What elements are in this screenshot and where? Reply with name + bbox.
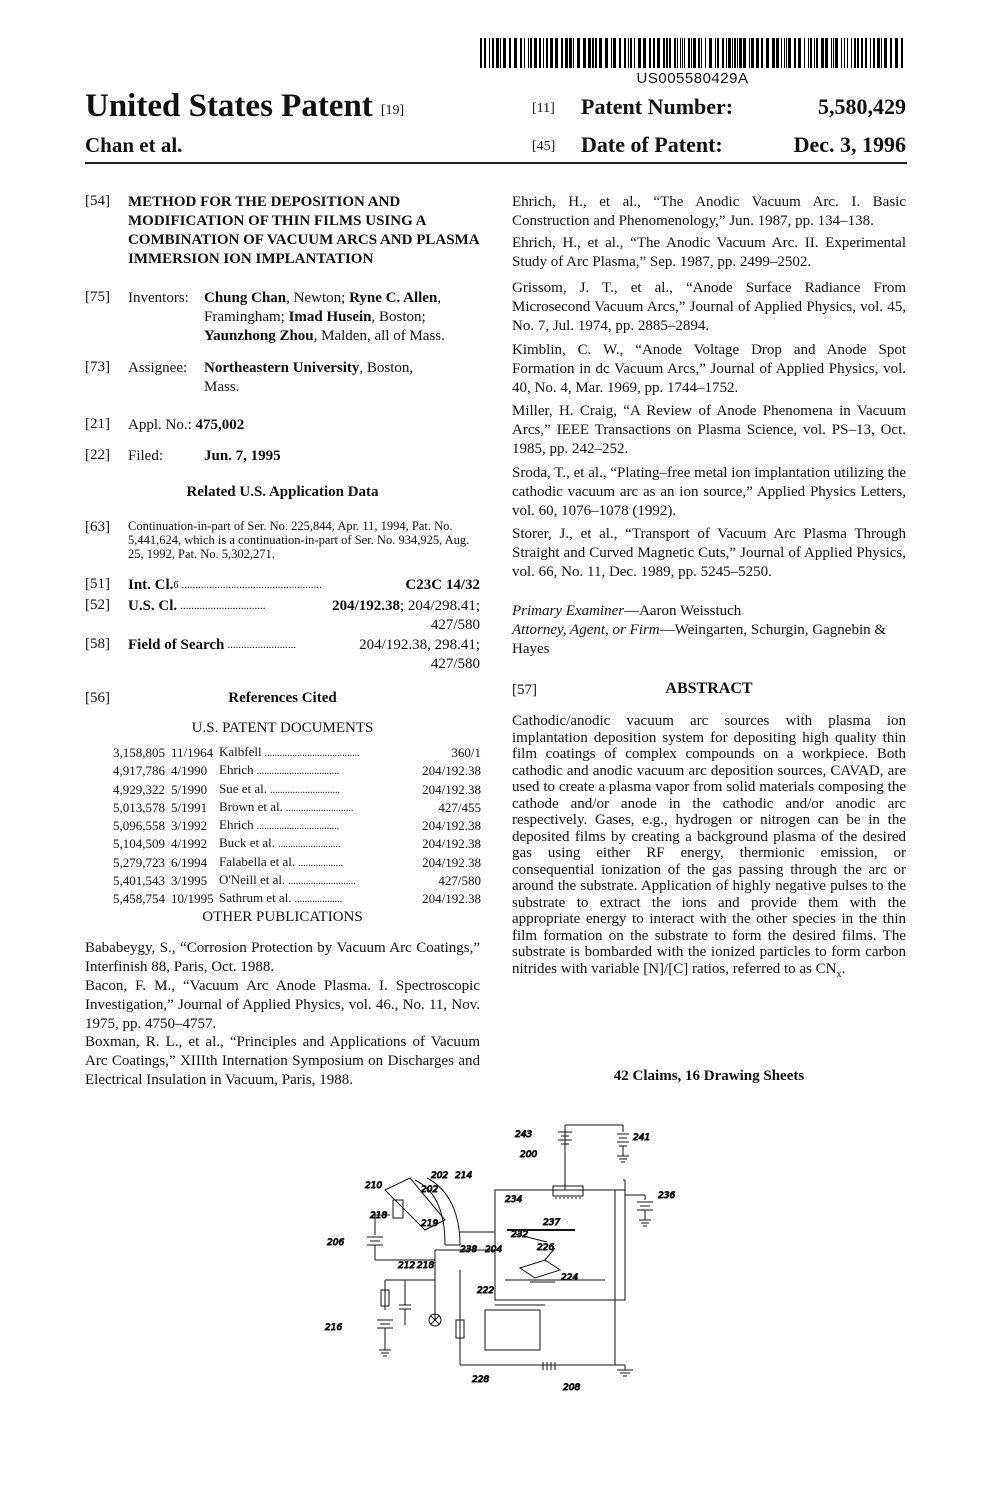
field-search-line-2: 427/580 [430, 656, 480, 672]
barcode-bar [509, 38, 511, 68]
inventors-label: Inventors: [128, 290, 189, 306]
barcode-bar [638, 38, 641, 68]
barcode-bar [669, 38, 671, 68]
barcode-bar [682, 38, 683, 68]
leader-dots: ........................... [285, 802, 354, 814]
filed-code: [22] [85, 447, 110, 463]
barcode-bar [643, 38, 646, 68]
barcode-bar [786, 38, 787, 68]
patent-assignee [219, 854, 404, 872]
barcode-bar [628, 38, 629, 68]
patent-assignee [219, 835, 404, 853]
barcode-bar [776, 38, 779, 68]
continuation-code: [63] [85, 519, 110, 535]
other-publications-heading: OTHER PUBLICATIONS [202, 909, 363, 925]
barcode-bar [835, 38, 838, 68]
abstract-text [512, 713, 906, 983]
patent-row [113, 744, 481, 762]
patent-number-code: [11] [532, 101, 555, 116]
figure-label: 232 [511, 1230, 529, 1240]
barcode-bar [737, 38, 738, 68]
barcode-bar [503, 38, 506, 68]
patent-number: 5,580,429 [818, 94, 906, 119]
field-search-value: 204/192.38, 298.41; [359, 637, 480, 653]
barcode-bar [901, 38, 903, 68]
barcode-bar [814, 38, 815, 68]
publication-entry: Sroda, T., et al., “Plating–free metal ion implantation utilizing the cathodic vacuum arc as an ion source,” Applied Physics Letters, vol. 60, 1076–1078 (1992). [512, 465, 906, 519]
barcode-bar [821, 38, 824, 68]
barcode-bar [573, 38, 574, 68]
primary-examiner-name: —Aaron Weisstuch [624, 603, 742, 619]
figure-label: 222 [477, 1286, 495, 1296]
us-cl-value-rest: ; 204/298.41; [399, 598, 480, 614]
patent-row [113, 762, 481, 780]
patent-assignee-name: Kalbfell [219, 744, 262, 759]
barcode-bar [709, 38, 712, 68]
title-code: [19] [380, 103, 405, 118]
field-search-code: [58] [85, 636, 110, 652]
filed-label: Filed: [128, 448, 164, 464]
figure-label: 216 [325, 1323, 343, 1333]
patent-date: 6/1994 [171, 854, 208, 870]
figure-label: 212 [398, 1261, 416, 1271]
barcode-bar [833, 38, 834, 68]
patent-assignee-name: Ehrich [219, 817, 254, 833]
barcode-bar [680, 38, 681, 68]
barcode-bar [583, 38, 586, 68]
patent-assignee-name: Falabella et al. [219, 853, 296, 869]
figure-label: 238 [460, 1245, 478, 1255]
barcode-bar [569, 38, 572, 68]
barcode-bar [688, 38, 690, 68]
barcode-bar [798, 38, 801, 68]
related-data-heading: Related U.S. Application Data [186, 484, 379, 500]
barcode-bar [677, 38, 678, 68]
publication-entry: Ehrich, H., et al., “The Anodic Vacuum Arc. I. Basic Construction and Phenomenology,” Jun. 1987, pp. 134–138. [512, 194, 906, 229]
leader-dots: ................................. [256, 821, 340, 833]
inventors-line-3 [128, 327, 488, 346]
barcode-bar [496, 38, 499, 68]
barcode-bar [701, 38, 702, 68]
barcode-bar [884, 38, 887, 68]
barcode-bar [492, 38, 494, 68]
figure-label: 204 [485, 1245, 503, 1255]
barcode-bar [816, 38, 818, 68]
patent-assignee [219, 762, 404, 780]
patent-number: 5,458,754 [113, 891, 165, 907]
barcode-bar [705, 38, 706, 68]
appl-code: [21] [85, 416, 110, 432]
patent-assignee-name: Brown et al. [219, 798, 283, 814]
barcode-bar [684, 38, 685, 68]
leader-dots: .................. [298, 857, 344, 869]
barcode-bar [611, 38, 612, 68]
assignee-block [128, 359, 488, 397]
figure-label: 241 [633, 1133, 651, 1143]
us-cl-label: U.S. Cl. [128, 598, 178, 614]
figure-label: 208 [563, 1383, 581, 1393]
title-text: United States Patent [85, 88, 373, 124]
authors: Chan et al. [85, 133, 183, 157]
patent-class: 204/192.38 [422, 836, 481, 852]
figure-label: 236 [658, 1191, 676, 1201]
barcode-bar [825, 38, 828, 68]
figure-label: 206 [327, 1238, 345, 1248]
publication-entry: Grissom, J. T., et al., “Anode Surface Radiance From Microsecond Vacuum Arcs,” Journal of Applied Physics, vol. 45, No. 7, Jul. 1974, pp. 2885–2894. [512, 280, 906, 334]
patent-date: 3/1992 [171, 818, 208, 834]
barcode-bar [788, 38, 791, 68]
patent-assignee [219, 872, 404, 890]
barcode-bar [630, 38, 632, 68]
us-cl-row [128, 597, 480, 616]
patent-assignee-name: Sue et al. [219, 780, 268, 796]
patent-row [113, 817, 481, 835]
patent-class: 204/192.38 [422, 781, 481, 797]
patent-assignee-name: O'Neill et al. [219, 872, 286, 888]
barcode-bar [870, 38, 871, 68]
barcode-bar [841, 38, 842, 68]
barcode-bar [514, 38, 517, 68]
primary-examiner-label: Primary Examiner [512, 603, 625, 619]
us-patents-table [113, 744, 481, 909]
abstract-subscript: x [836, 968, 842, 980]
figure-label: 202 [421, 1185, 439, 1195]
figure-label: 234 [505, 1195, 523, 1205]
barcode-bar [674, 38, 676, 68]
barcode-bar [749, 38, 750, 68]
inventor-name: Chung Chan [204, 290, 287, 306]
barcode-bar [734, 38, 736, 68]
inventor-name: Imad Husein [288, 309, 372, 325]
header-rule [85, 162, 907, 164]
barcode-bar [534, 38, 537, 68]
patent-date: 5/1990 [171, 781, 208, 797]
attorney [512, 621, 906, 659]
barcode-bar [847, 38, 848, 68]
barcode-bar [634, 38, 635, 68]
barcode-bar [489, 38, 490, 68]
barcode-bar [565, 38, 568, 68]
barcode-bar [555, 38, 558, 68]
patent-assignee [219, 781, 404, 799]
inventor-location: Framingham; [204, 309, 289, 325]
barcode-bar [613, 38, 616, 68]
patent-class: 204/192.38 [422, 818, 481, 834]
publication-entry: Kimblin, C. W., “Anode Voltage Drop and Anode Spot Formation in dc Vacuum Arcs,” Journal of Applied Physics, vol. 40, No. 4, Mar. 1969, pp. 1744–1752. [512, 342, 906, 396]
attorney-name: —Weingarten, Schurgin, Gagnebin & Hayes [512, 622, 887, 657]
invention-title: METHOD FOR THE DEPOSITION AND MODIFICATION OF THIN FILMS USING A COMBINATION OF VACUUM ARCS AND PLASMA IMMERSION ION IMPLANTATION [128, 194, 479, 267]
patent-date: 10/1995 [171, 891, 214, 907]
barcode-bar [739, 38, 742, 68]
figure-label: 200 [520, 1150, 538, 1160]
figure-label: 202 [431, 1171, 449, 1181]
barcode-bar [808, 38, 809, 68]
barcode-bar [666, 38, 668, 68]
figure-label: 224 [561, 1273, 579, 1283]
barcode-bar [599, 38, 602, 68]
barcode-bar [595, 38, 597, 68]
patent-assignee [219, 799, 404, 817]
leader-dots: ...................................... [264, 748, 360, 759]
barcode-bar [751, 38, 754, 68]
barcode-bar [804, 38, 805, 68]
us-cl-line-2: 427/580 [430, 617, 480, 633]
barcode-bar [624, 38, 626, 68]
power-supply-241 [565, 1125, 629, 1162]
barcode-bar [524, 38, 525, 68]
barcode-bar [653, 38, 655, 68]
abstract-code: [57] [512, 682, 537, 698]
field-search-row [128, 636, 480, 655]
appl-label: Appl. No.: [128, 417, 192, 433]
patent-number: 4,929,322 [113, 781, 165, 797]
patent-assignee [219, 744, 404, 762]
patent-number: 4,917,786 [113, 763, 165, 779]
patent-assignee [219, 817, 404, 835]
barcode-bar [784, 38, 785, 68]
int-cl-row [128, 576, 480, 595]
barcode [480, 38, 905, 68]
figure-label: 214 [455, 1171, 473, 1181]
patent-class: 204/192.38 [422, 891, 481, 907]
patent-number: 5,104,509 [113, 836, 165, 852]
barcode-bar [691, 38, 692, 68]
power-supply-216 [377, 1280, 441, 1356]
patent-date: 11/1964 [171, 745, 214, 760]
barcode-bar [877, 38, 880, 68]
assignee-state: Mass. [204, 379, 240, 395]
us-cl-value: 204/192.38 [332, 598, 400, 614]
inventor-name: Ryne C. Allen [349, 290, 438, 306]
barcode-bar [480, 38, 482, 68]
barcode-bar [781, 38, 782, 68]
assignee-label: Assignee: [128, 360, 188, 376]
leader-dots: ........................... [288, 876, 356, 888]
publication-entry: Ehrich, H., et al., “The Anodic Vacuum Arc. II. Experimental Study of Arc Plasma,” Sep. 1987, pp. 2499–2502. [512, 235, 906, 270]
leader-dots: ......................... [227, 639, 297, 651]
barcode-bar [698, 38, 700, 68]
int-cl-sup: 6 [173, 580, 179, 591]
schematic-drawing [315, 1120, 695, 1400]
barcode-bar [794, 38, 796, 68]
barcode-bar [857, 38, 859, 68]
publication-entry: Miller, H. Craig, “A Review of Anode Phenomena in Vacuum Arcs,” IEEE Transactions on Plasma Science, vol. PS–13, Oct. 1985, pp. 242–252. [512, 403, 906, 457]
patent-number: 5,096,558 [113, 818, 165, 834]
date-code: [45] [532, 139, 556, 154]
references-heading: References Cited [228, 690, 337, 706]
barcode-bar [577, 38, 580, 68]
barcode-bar [881, 38, 882, 68]
publication-entry: Storer, J., et al., “Transport of Vacuum Arc Plasma Through Straight and Curved Magnetic Cuts,” Journal of Applied Physics, vol. 66, No. 11, Dec. 1989, pp. 5245–5250. [512, 526, 906, 580]
barcode-bar [592, 38, 594, 68]
patent-number: 3,158,805 [113, 745, 165, 760]
claims-summary: 42 Claims, 16 Drawing Sheets [613, 1068, 805, 1084]
figure-label: 243 [515, 1130, 533, 1140]
patent-number: 5,013,578 [113, 799, 165, 815]
leader-dots: ............................... [180, 600, 266, 612]
patent-row [113, 799, 481, 817]
barcode-bar [550, 38, 553, 68]
inventors-line-2 [128, 308, 488, 327]
barcode-bar [543, 38, 544, 68]
patent-number: 5,279,723 [113, 854, 165, 870]
int-cl-value: C23C 14/32 [405, 577, 480, 593]
barcode-bar [890, 38, 892, 68]
barcode-bar [854, 38, 856, 68]
barcode-bar [663, 38, 665, 68]
patent-class: 204/192.38 [422, 854, 481, 870]
barcode-bar [766, 38, 769, 68]
patent-row [113, 835, 481, 853]
patent-number: 5,401,543 [113, 873, 165, 889]
int-cl-label: Int. Cl. [128, 577, 174, 593]
patent-assignee [219, 890, 404, 908]
barcode-bar [500, 38, 501, 68]
barcode-bar [851, 38, 852, 68]
field-search-label: Field of Search [128, 637, 225, 653]
barcode-bar [649, 38, 651, 68]
patent-assignee-name: Ehrich [219, 762, 254, 778]
patent-row [113, 781, 481, 799]
barcode-bar [772, 38, 775, 68]
barcode-bar [756, 38, 759, 68]
patent-date: 3/1995 [171, 873, 208, 889]
power-supply-243 [558, 1125, 572, 1190]
leader-dots: ................... [294, 894, 343, 906]
barcode-bar [546, 38, 548, 68]
barcode-bar [528, 38, 529, 68]
barcode-bar [732, 38, 733, 68]
figure-label: 226 [537, 1243, 555, 1253]
publication-entry: Bacon, F. M., “Vacuum Arc Anode Plasma. I. Spectroscopic Investigation,” Journal of Applied Physics, vol. 46., No. 11, Nov. 1975, pp. 4750–4757. [85, 978, 480, 1032]
abstract-body: Cathodic/anodic vacuum arc sources with plasma ion implantation deposition system for depositing high quality thin film coatings of complex compounds on a workpiece. Both cathodic and anodic vacuum arc deposition sources, CAVAD, are used to create a plasma vapor from solid materials composing the cathode and/or anode in the cathodic and/or anodic arc respectively. Gases, e.g., hydrogen or nitrogen can be in the deposited films by creating a background plasma of the desired gas using either RF energy, thermionic emission, or consequential ionization of the gas passing through the arc or around the substrate. Application of highly negative pulses to the substrate to extract the ions and provide them with the appropriate energy to interact with the other species in the thin film formation on the substrate to form the desired films. The substrate is bombarded with the ionized particles to form carbon nitrides with variable [N]/[C] ratios, referred to as CN [512, 713, 906, 977]
barcode-bar [484, 38, 486, 68]
barcode-bar [865, 38, 867, 68]
barcode-bar [530, 38, 532, 68]
assignee-name: Northeastern University [204, 360, 360, 376]
barcode-bar [715, 38, 716, 68]
inventor-location: , Malden, all of Mass. [313, 328, 445, 344]
barcode-bar [619, 38, 621, 68]
patent-date: 4/1992 [171, 836, 208, 852]
filed-date: Jun. 7, 1995 [204, 448, 281, 464]
barcode-bar [693, 38, 696, 68]
barcode-bar [726, 38, 727, 68]
figure-label: 237 [543, 1218, 561, 1228]
patent-class: 427/455 [438, 799, 481, 815]
int-cl-code: [51] [85, 576, 110, 592]
barcode-bar [717, 38, 719, 68]
us-patent-documents-heading: U.S. PATENT DOCUMENTS [191, 720, 374, 736]
patent-row [113, 854, 481, 872]
figure-label: 210 [365, 1181, 383, 1191]
patent-class: 204/192.38 [422, 763, 481, 779]
date-of-patent: Dec. 3, 1996 [793, 132, 906, 157]
figure-label: 219 [421, 1219, 439, 1229]
us-cl-code: [52] [85, 597, 110, 613]
barcode-bar [722, 38, 724, 68]
figure-label: 218 [370, 1211, 388, 1221]
references-code: [56] [85, 690, 110, 706]
assignee-location: , Boston, [359, 360, 414, 376]
barcode-bar [588, 38, 591, 68]
abstract-end: . [841, 960, 846, 977]
attorney-label: Attorney, Agent, or Firm [512, 622, 660, 638]
document-number: US005580429A [636, 70, 749, 87]
inventor-location: , Newton; [286, 290, 350, 306]
primary-examiner [512, 602, 906, 621]
inventor-name: Yaunzhong Zhou [204, 328, 314, 344]
barcode-bar [873, 38, 875, 68]
leader-dots: ......................... [277, 839, 341, 851]
appl-number: 475,002 [195, 417, 245, 433]
patent-class: 360/1 [451, 745, 481, 760]
inventors-block [128, 289, 488, 346]
title-field-code: [54] [85, 193, 110, 209]
date-label: Date of Patent: [581, 132, 723, 157]
patent-row [113, 872, 481, 890]
barcode-bar [605, 38, 608, 68]
patent-assignee-name: Buck et al. [219, 835, 275, 851]
filed-row [128, 447, 281, 466]
barcode-bar [743, 38, 746, 68]
barcode-bar [520, 38, 522, 68]
inventor-location: , Boston; [371, 309, 426, 325]
patent-row [113, 890, 481, 908]
inventors-code: [75] [85, 289, 110, 305]
patent-date: 5/1991 [171, 799, 208, 815]
assignee-code: [73] [85, 359, 110, 375]
leader-dots: ................................................... [181, 579, 322, 591]
document-title [85, 88, 404, 125]
continuation-text: Continuation-in-part of Ser. No. 225,844, Apr. 11, 1994, Pat. No. 5,441,624, which is a continuation-in-part of Ser. No. 934,925, Aug. 25, 1992, Pat. No. 5,302,271. [128, 519, 470, 561]
power-supply-236 [625, 1195, 653, 1226]
barcode-bar [844, 38, 845, 68]
barcode-bar [810, 38, 812, 68]
vacuum-arc-source [385, 1178, 495, 1320]
patent-assignee-name: Sathrum et al. [219, 890, 292, 906]
appl-row [128, 416, 244, 435]
inventors-line-1 [128, 289, 488, 308]
figure-label: 218 [417, 1261, 435, 1271]
barcode-bar [831, 38, 832, 68]
abstract-heading: ABSTRACT [665, 680, 753, 697]
barcode-bar [895, 38, 898, 68]
barcode-bar [539, 38, 541, 68]
patent-number-label: Patent Number: [581, 94, 734, 119]
barcode-bar [728, 38, 731, 68]
leader-dots: ............................ [270, 784, 341, 796]
patent-date: 4/1990 [171, 763, 208, 779]
barcode-bar [861, 38, 863, 68]
publication-entry: Bababeygy, S., “Corrosion Protection by Vacuum Arc Coatings,” Interfinish 88, Paris, Oct. 1988. [85, 940, 480, 975]
figure-label: 228 [472, 1375, 490, 1385]
barcode-bar [657, 38, 660, 68]
barcode-bar [561, 38, 563, 68]
barcode-bar [761, 38, 763, 68]
patent-class: 427/580 [438, 873, 481, 889]
publication-entry: Boxman, R. L., et al., “Principles and Applications of Vacuum Arc Coatings,” XIIIth Internation Symposium on Discharges and Electrical Insulation in Vacuum, Paris, 1988. [85, 1034, 480, 1088]
inventor-location: , [437, 290, 442, 306]
leader-dots: ................................. [256, 766, 340, 778]
